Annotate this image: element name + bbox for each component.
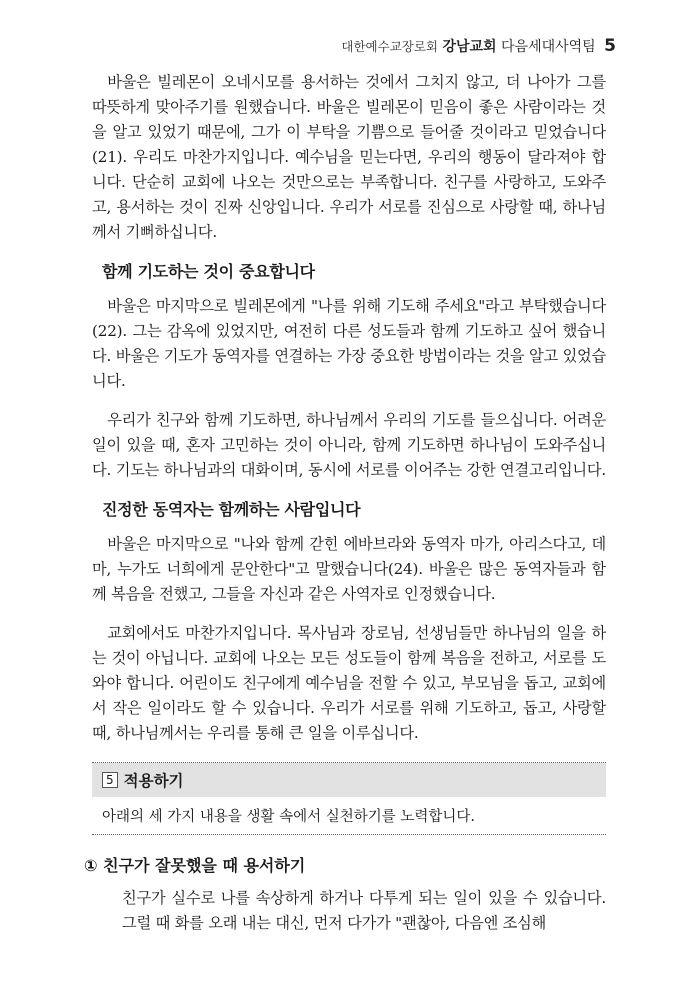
apply-item-heading-1: ① 친구가 잘못했을 때 용서하기 bbox=[84, 856, 306, 875]
apply-number-badge: 5 bbox=[102, 772, 118, 788]
apply-box bbox=[92, 762, 606, 835]
apply-description: 아래의 세 가지 내용을 생활 속에서 실천하기를 노력합니다. bbox=[102, 809, 476, 825]
intro-paragraph: 바울은 빌레몬이 오네시모를 용서하는 것에서 그치지 않고, 더 나아가 그를 따뜻하게 맞아주기를 원했습니다. 바울은 빌레몬이 믿음이 좋은 사람이라는 것을 알고 있었기 때문에, 그가 이 부탁을 기쁨으로 들어줄 것이라고 믿었습니다(21). 우리도 마찬가지입니다. 예수님을 믿는다면, 우리의 행동이 달라져야 합니다. 단순히 교회에 나오는 것만으로는 부족합니다. 친구를 사랑하고, 도와주고, 용서하는 것이 진짜 신앙입니다. 우리가 서로를 진심으로 사랑할 때, 하나님께서 기뻐하십니다. bbox=[92, 73, 606, 241]
prayer-paragraph-1: 바울은 마지막으로 빌레몬에게 "나를 위해 기도해 주세요"라고 부탁했습니다(22). 그는 감옥에 있었지만, 여전히 다른 성도들과 함께 기도하고 싶어 했습니다. 바울은 기도가 동역자를 연결하는 가장 중요한 방법이라는 것을 알고 있었습니다. bbox=[92, 297, 606, 390]
page-header bbox=[341, 36, 616, 56]
page-content bbox=[84, 70, 606, 936]
section-heading-prayer: 함께 기도하는 것이 중요합니다 bbox=[102, 262, 315, 281]
section-heading-coworker: 진정한 동역자는 함께하는 사람입니다 bbox=[102, 500, 361, 519]
header-team: 다음세대사역팀 bbox=[501, 39, 596, 55]
header-church: 강남교회 bbox=[442, 39, 497, 55]
prayer-paragraph-2: 우리가 친구와 함께 기도하면, 하나님께서 우리의 기도를 들으십니다. 어려운 일이 있을 때, 혼자 고민하는 것이 아니라, 함께 기도하면 하나님이 도와주십니다. 기도는 하나님과의 대화이며, 동시에 서로를 이어주는 강한 연결고리입니다. bbox=[92, 411, 606, 479]
apply-title: 적용하기 bbox=[123, 772, 184, 790]
header-org: 대한예수교장로회 bbox=[341, 39, 439, 54]
apply-item-body-1: 친구가 실수로 나를 속상하게 하거나 다투게 되는 일이 있을 수 있습니다. 그럴 때 화를 오래 내는 대신, 먼저 다가가 "괜찮아, 다음엔 조심해 bbox=[122, 889, 606, 932]
coworker-paragraph-2: 교회에서도 마찬가지입니다. 목사님과 장로님, 선생님들만 하나님의 일을 하는 것이 아닙니다. 교회에 나오는 모든 성도들이 함께 복음을 전하고, 서로를 도와야 합니다. 어린이도 친구에게 예수님을 전할 수 있고, 부모님을 돕고, 교회에서 작은 일이라도 할 수 있습니다. 우리가 서로를 위해 기도하고, 돕고, 사랑할 때, 하나님께서는 우리를 통해 큰 일을 이루십니다. bbox=[92, 624, 606, 742]
coworker-paragraph-1: 바울은 마지막으로 "나와 함께 갇힌 에바브라와 동역자 마가, 아리스다고, 데마, 누가도 너희에게 문안한다"고 말했습니다(24). 바울은 많은 동역자들과 함께 복음을 전했고, 그들을 자신과 같은 사역자로 인정했습니다. bbox=[92, 535, 606, 603]
page-number: 5 bbox=[604, 36, 616, 56]
apply-title-bar bbox=[92, 763, 606, 797]
